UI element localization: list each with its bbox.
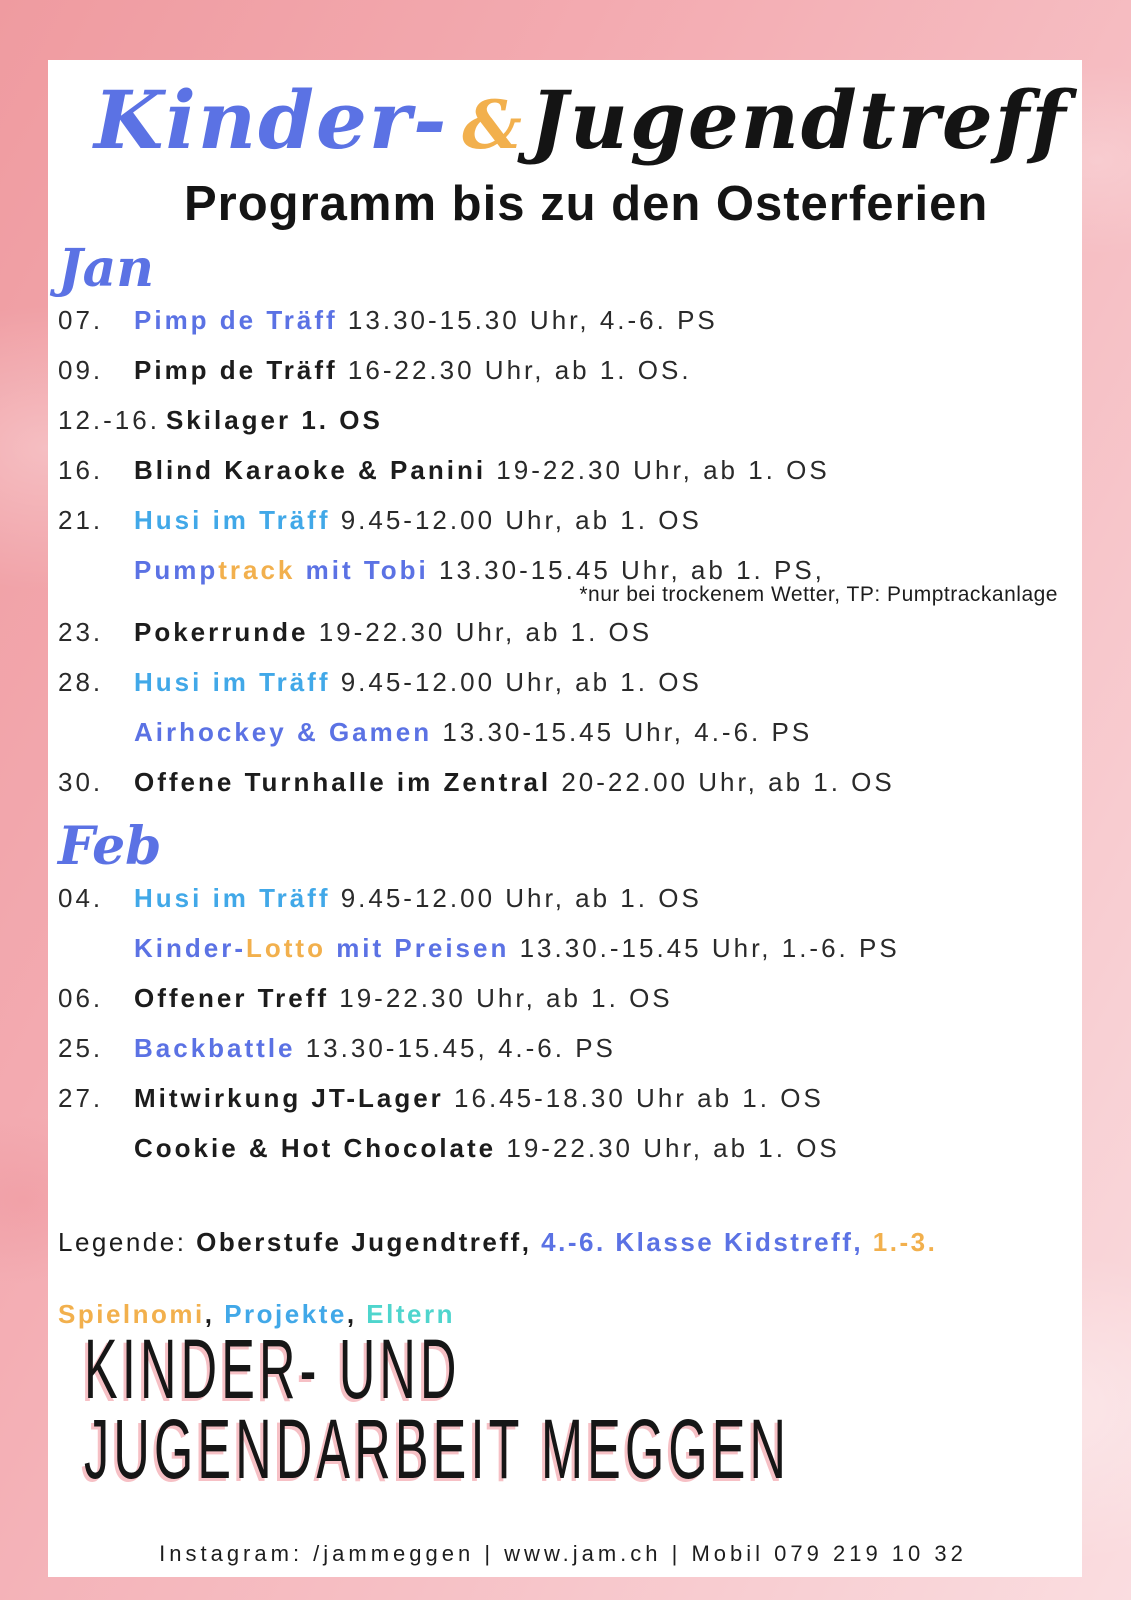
entry-date: 23. [58, 617, 104, 647]
entry-title-part: Lotto [246, 933, 326, 963]
entry-list-feb [58, 883, 1068, 1163]
legend-item: Eltern [366, 1299, 455, 1329]
entry-title-part: Offener Treff [134, 983, 330, 1013]
entry-title-part: Cookie & Hot Chocolate [134, 1133, 497, 1163]
entry-info: 16.45-18.30 Uhr ab 1. OS [443, 1083, 824, 1113]
entry-body [134, 505, 1068, 535]
schedule-entry [58, 405, 1068, 435]
logo-line-1: KINDER- UND [84, 1322, 461, 1416]
entry-body [134, 667, 1068, 697]
entry-title [134, 767, 551, 797]
entry-title [134, 717, 432, 747]
schedule-entry [58, 1033, 1068, 1063]
title-ampersand: & [462, 86, 524, 164]
entry-info: 16-22.30 Uhr, ab 1. OS. [337, 355, 692, 385]
entry-title-part: Pokerrunde [134, 617, 309, 647]
legend-item: Spielnomi [58, 1299, 205, 1329]
legend-item: , [346, 1299, 367, 1329]
entry-date [58, 555, 134, 605]
entry-date [58, 1133, 134, 1163]
entry-date: 09. [58, 355, 104, 385]
entry-body [134, 883, 1068, 913]
schedule-entry [58, 617, 1068, 647]
title-jugendtreff: Jugendtreff [529, 73, 1068, 167]
entry-title [134, 1083, 444, 1113]
page-title [94, 72, 1068, 173]
entry-body [134, 933, 1068, 963]
entry-title [134, 505, 330, 535]
entry-title-part: mit Tobi [295, 555, 429, 585]
entry-info: 13.30-15.45 Uhr, 4.-6. PS [432, 717, 813, 747]
entry-info: 19-22.30 Uhr, ab 1. OS [308, 617, 653, 647]
legend-item: Projekte [224, 1299, 347, 1329]
entry-info: 13.30.-15.45 Uhr, 1.-6. PS [509, 933, 900, 963]
entry-date [58, 933, 134, 963]
entry-date: 06. [58, 983, 104, 1013]
schedule-entry [58, 505, 1068, 535]
legend-item: , [204, 1299, 225, 1329]
weather-footnote: *nur bei trockenem Wetter, TP: Pumptrackanlage [579, 583, 1058, 606]
title-kinder: Kinder- [94, 73, 449, 167]
entry-info: 13.30-15.45 Uhr, ab 1. PS, [428, 555, 825, 585]
entry-info: 20-22.00 Uhr, ab 1. OS [551, 767, 895, 797]
entry-body [134, 1083, 1068, 1113]
schedule-entry [58, 717, 1068, 747]
entry-info: 19-22.30 Uhr, ab 1. OS [329, 983, 673, 1013]
entry-body [134, 767, 1068, 797]
schedule-entry [58, 455, 1068, 485]
entry-info: 13.30-15.30 Uhr, 4.-6. PS [337, 305, 718, 335]
flyer-page [48, 60, 1082, 1577]
entry-title [134, 555, 429, 585]
schedule-entry [58, 305, 1068, 335]
entry-body [166, 405, 1068, 435]
entry-body [134, 983, 1068, 1013]
entry-title-part: Blind Karaoke & Panini [134, 455, 487, 485]
legend-item: Legende: [58, 1227, 197, 1257]
entry-title-part: Husi im Träff [134, 505, 331, 535]
entry-title [134, 983, 329, 1013]
month-heading-feb: Feb [58, 816, 162, 877]
legend-line-1 [58, 1225, 1068, 1259]
entry-title [134, 617, 309, 647]
schedule-entry [58, 933, 1068, 963]
entry-body [134, 555, 1068, 605]
entry-title [134, 667, 330, 697]
entry-title [134, 933, 509, 963]
organization-logo [84, 1322, 1068, 1496]
entry-date: 04. [58, 883, 104, 913]
entry-list-jan [58, 305, 1068, 797]
entry-title-part: Husi im Träff [134, 883, 331, 913]
month-heading-jan: Jan [58, 238, 155, 299]
entry-title-part: Pimp de Träff [134, 305, 338, 335]
entry-body [134, 355, 1068, 385]
legend-item: Oberstufe Jugendtreff, [196, 1227, 532, 1257]
entry-title-part: Backbattle [134, 1033, 296, 1063]
schedule-entry [58, 1083, 1068, 1113]
subtitle: Programm bis zu den Osterferien [184, 177, 989, 231]
entry-info: 9.45-12.00 Uhr, ab 1. OS [330, 667, 702, 697]
schedule-entry [58, 355, 1068, 385]
entry-title [134, 1133, 496, 1163]
entry-title-part: Pimp de Träff [134, 355, 338, 385]
entry-title [134, 1033, 296, 1063]
logo-line-2: JUGENDARBEIT MEGGEN [84, 1402, 791, 1496]
entry-body [134, 717, 1068, 747]
entry-title-part: Airhockey & Gamen [134, 717, 433, 747]
entry-title-part: Husi im Träff [134, 667, 331, 697]
schedule [58, 239, 1068, 1163]
legend-item: 4.-6. Klasse Kidstreff, [531, 1227, 864, 1257]
entry-date: 12.-16. [58, 405, 160, 435]
legend-item: 1.-3. [863, 1227, 938, 1257]
entry-date: 30. [58, 767, 104, 797]
entry-date: 16. [58, 455, 104, 485]
entry-title-part: Mitwirkung JT-Lager [134, 1083, 444, 1113]
entry-date: 27. [58, 1083, 104, 1113]
entry-title [134, 883, 330, 913]
entry-body [134, 305, 1068, 335]
entry-body [134, 617, 1068, 647]
entry-title [134, 455, 486, 485]
entry-title-part: Offene Turnhalle im Zentral [134, 767, 552, 797]
entry-date: 25. [58, 1033, 104, 1063]
entry-title [166, 405, 383, 435]
entry-title-part: mit Preisen [325, 933, 510, 963]
schedule-entry [58, 767, 1068, 797]
entry-body [134, 1033, 1068, 1063]
entry-title-part: Pump [134, 555, 219, 585]
schedule-entry [58, 667, 1068, 697]
entry-body [134, 455, 1068, 485]
footer-contact: Instagram: /jammeggen | www.jam.ch | Mobil 079 219 10 32 [159, 1541, 967, 1566]
entry-title [134, 305, 338, 335]
entry-date: 28. [58, 667, 104, 697]
entry-title-part: track [218, 555, 296, 585]
entry-title-part: Skilager 1. OS [165, 405, 383, 435]
entry-body [134, 1133, 1068, 1163]
schedule-entry [58, 555, 1068, 605]
entry-date [58, 717, 134, 747]
legend [58, 1225, 1068, 1331]
entry-date: 07. [58, 305, 104, 335]
entry-info: 9.45-12.00 Uhr, ab 1. OS [330, 505, 702, 535]
entry-info: 9.45-12.00 Uhr, ab 1. OS [330, 883, 702, 913]
entry-title-part: Kinder- [134, 933, 246, 963]
entry-info: 19-22.30 Uhr, ab 1. OS [486, 455, 830, 485]
entry-info: 19-22.30 Uhr, ab 1. OS [496, 1133, 840, 1163]
entry-date: 21. [58, 505, 104, 535]
entry-title [134, 355, 338, 385]
schedule-entry [58, 883, 1068, 913]
entry-info: 13.30-15.45, 4.-6. PS [295, 1033, 616, 1063]
schedule-entry [58, 1133, 1068, 1163]
schedule-entry [58, 983, 1068, 1013]
